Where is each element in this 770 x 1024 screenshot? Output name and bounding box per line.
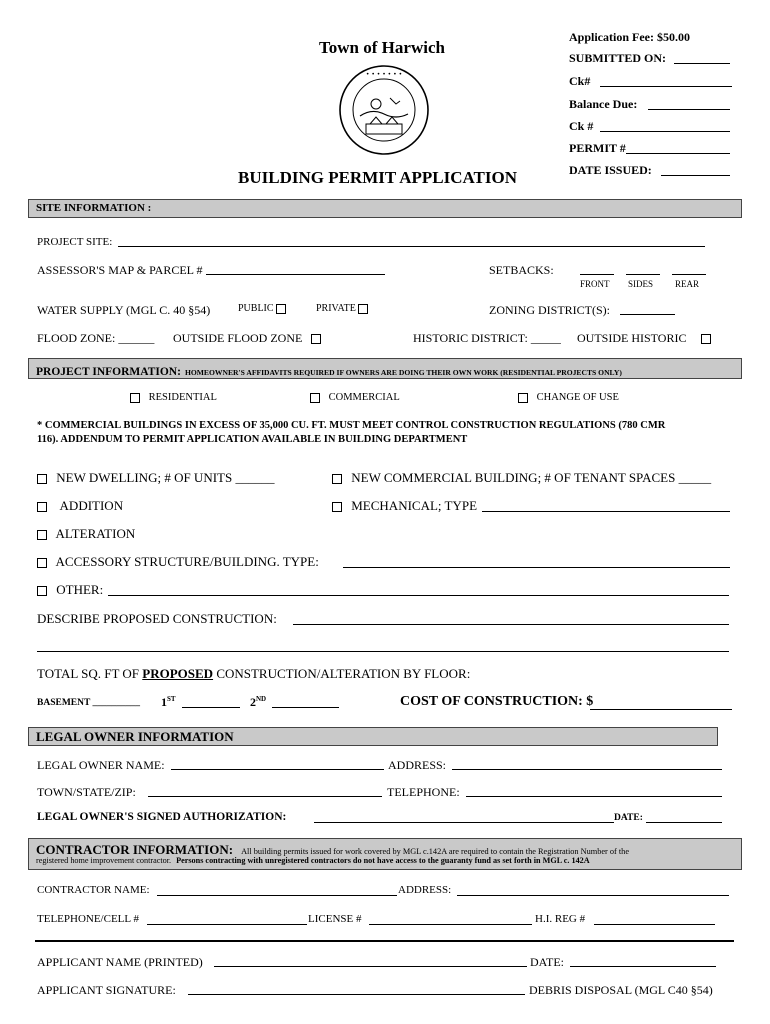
change-use-checkbox[interactable] [518,393,528,403]
second-floor-label [250,695,266,710]
accessory-option[interactable] [37,554,319,570]
addition-option[interactable] [37,498,123,514]
owner-signed-label: LEGAL OWNER'S SIGNED AUTHORIZATION: [37,811,287,823]
owner-town-label: TOWN/STATE/ZIP: [37,785,136,799]
contractor-note2a: registered home improvement contractor. [36,856,172,865]
owner-band [28,727,718,746]
permit-field[interactable] [626,153,730,154]
contractor-license-label: LICENSE # [308,913,362,925]
project-site-field[interactable] [118,246,705,247]
total-sqft-pre: TOTAL SQ. FT OF [37,666,143,681]
first-floor-field[interactable] [182,707,240,708]
balance-due-label: Balance Due: [569,97,638,111]
ck2-field[interactable] [600,131,730,132]
first-floor-label [161,695,176,710]
change-use-label: CHANGE OF USE [536,392,619,403]
commercial-note-line2: 116). ADDENDUM TO PERMIT APPLICATION AVAILABLE IN BUILDING DEPARTMENT [37,434,468,445]
project-info-band [28,358,742,379]
setback-front-field[interactable] [580,274,614,275]
project-info-note: HOMEOWNER'S AFFIDAVITS REQUIRED IF OWNERS ARE DOING THEIR OWN WORK (RESIDENTIAL PROJECTS ONLY) [184,368,622,377]
other-checkbox[interactable] [37,586,47,596]
submitted-on-field[interactable] [674,63,730,64]
residential-checkbox[interactable] [130,393,140,403]
owner-telephone-label: TELEPHONE: [387,785,460,799]
contractor-note1: All building permits issued for work covered by MGL c.142A are required to contain the Registration Number of the [241,847,630,856]
form-title: BUILDING PERMIT APPLICATION [238,168,517,187]
project-site-label: PROJECT SITE: [37,236,113,248]
outside-historic-option[interactable] [577,331,711,346]
new-dwelling-option[interactable] [37,470,274,486]
site-info-header: SITE INFORMATION : [36,202,152,214]
historic-district-label: HISTORIC DISTRICT: _____ [413,331,561,345]
first-floor-sup: ST [167,695,176,703]
accessory-label: ACCESSORY STRUCTURE/BUILDING. TYPE: [55,554,319,569]
mechanical-label: MECHANICAL; TYPE [351,498,478,513]
outside-flood-checkbox[interactable] [311,334,321,344]
water-public-checkbox[interactable] [276,304,286,314]
owner-name-field[interactable] [171,769,384,770]
new-commercial-option[interactable] [332,470,711,486]
describe-label: DESCRIBE PROPOSED CONSTRUCTION: [37,611,277,626]
describe-field[interactable] [293,624,729,625]
other-label: OTHER: [56,582,104,597]
contractor-telephone-field[interactable] [147,924,307,925]
balance-due-field[interactable] [648,109,730,110]
zoning-field[interactable] [620,314,675,315]
assessor-label: ASSESSOR'S MAP & PARCEL # [37,263,203,277]
debris-disposal-label: DEBRIS DISPOSAL (MGL C40 §54) [529,983,713,997]
outside-historic-checkbox[interactable] [701,334,711,344]
date-issued-label: DATE ISSUED: [569,163,652,177]
contractor-hireg-label: H.I. REG # [535,913,586,925]
accessory-checkbox[interactable] [37,558,47,568]
permit-label: PERMIT # [569,141,626,155]
applicant-signature-label: APPLICANT SIGNATURE: [37,983,176,997]
contractor-address-field[interactable] [457,895,729,896]
basement-label: BASEMENT __________ [37,698,141,708]
ck2-label: Ck # [569,119,594,133]
alteration-option[interactable] [37,526,135,542]
second-floor-num: 2 [250,695,256,709]
total-sqft-proposed: PROPOSED [142,666,214,681]
section-divider [35,940,734,942]
applicant-name-label: APPLICANT NAME (PRINTED) [37,955,203,969]
setback-rear-field[interactable] [672,274,706,275]
commercial-label: COMMERCIAL [328,392,400,403]
zoning-label: ZONING DISTRICT(S): [489,303,610,317]
commercial-note-line1: * COMMERCIAL BUILDINGS IN EXCESS OF 35,000 CU. FT. MUST MEET CONTROL CONSTRUCTION REGULATIONS (780 CMR [37,420,666,431]
water-private-checkbox[interactable] [358,304,368,314]
site-info-band [28,199,742,218]
contractor-band [28,838,742,870]
first-floor-num: 1 [161,695,167,709]
setback-front-label: FRONT [580,279,610,289]
contractor-name-field[interactable] [157,895,397,896]
new-commercial-checkbox[interactable] [332,474,342,484]
svg-text:• • • • • • •: • • • • • • • [365,71,403,78]
water-private-label: PRIVATE [316,303,356,314]
project-info-title: PROJECT INFORMATION: [36,366,181,378]
flood-zone-label: FLOOD ZONE: ______ [37,331,155,345]
outside-flood-label: OUTSIDE FLOOD ZONE [173,331,303,345]
cost-field[interactable] [590,709,732,710]
water-public-option[interactable] [238,303,286,314]
second-floor-field[interactable] [272,707,339,708]
contractor-title: CONTRACTOR INFORMATION: [36,842,234,857]
change-use-option[interactable] [518,392,619,403]
owner-date-field[interactable] [646,822,722,823]
other-field[interactable] [108,595,729,596]
new-dwelling-checkbox[interactable] [37,474,47,484]
owner-header: LEGAL OWNER INFORMATION [36,729,234,744]
setbacks-label: SETBACKS: [489,263,554,277]
residential-option[interactable] [130,392,217,403]
town-seal [338,64,430,156]
ck-field[interactable] [600,86,732,87]
owner-town-field[interactable] [148,796,382,797]
town-name: Town of Harwich [319,38,445,57]
contractor-telephone-label: TELEPHONE/CELL # [37,913,139,925]
owner-address-label: ADDRESS: [388,758,447,772]
commercial-checkbox[interactable] [310,393,320,403]
addition-checkbox[interactable] [37,502,47,512]
setback-rear-label: REAR [675,279,700,289]
new-commercial-label: NEW COMMERCIAL BUILDING; # OF TENANT SPACES _____ [351,470,712,485]
cost-label: COST OF CONSTRUCTION: $ [400,694,594,709]
applicant-date-field[interactable] [570,966,716,967]
second-floor-sup: ND [256,695,267,703]
contractor-note-line2 [36,856,590,865]
mechanical-type-field[interactable] [482,511,730,512]
contractor-license-field[interactable] [369,924,532,925]
owner-telephone-field[interactable] [466,796,722,797]
date-issued-field[interactable] [661,175,730,176]
water-private-option[interactable] [316,303,368,314]
contractor-name-label: CONTRACTOR NAME: [37,884,150,896]
owner-signature-field[interactable] [314,822,614,823]
water-public-label: PUBLIC [238,303,274,314]
setback-sides-label: SIDES [628,279,654,289]
project-info-header [36,362,622,380]
accessory-type-field[interactable] [343,567,730,568]
total-sqft-label [37,666,470,682]
total-sqft-post: CONSTRUCTION/ALTERATION BY FLOOR: [213,666,471,681]
applicant-signature-field[interactable] [188,994,525,995]
contractor-note2b: Persons contracting with unregistered contractors do not have access to the guaranty fund as set forth in MGL c. 142A [176,856,590,865]
addition-label: ADDITION [59,498,124,513]
owner-date-label: DATE: [614,813,643,823]
contractor-address-label: ADDRESS: [398,884,452,896]
outside-flood-option[interactable] [173,331,321,346]
submitted-on-label: SUBMITTED ON: [569,51,667,65]
contractor-hireg-field[interactable] [594,924,715,925]
other-option[interactable] [37,582,103,598]
ck-label: Ck# [569,74,591,88]
alteration-label: ALTERATION [55,526,136,541]
residential-label: RESIDENTIAL [148,392,217,403]
assessor-field[interactable] [206,274,385,275]
application-fee: Application Fee: $50.00 [569,30,690,44]
mechanical-checkbox[interactable] [332,502,342,512]
outside-historic-label: OUTSIDE HISTORIC [577,331,687,345]
commercial-option[interactable] [310,392,400,403]
describe-field-line2[interactable] [37,651,729,652]
owner-name-label: LEGAL OWNER NAME: [37,758,165,772]
applicant-name-field[interactable] [214,966,527,967]
mechanical-option[interactable] [332,498,477,514]
water-supply-label: WATER SUPPLY (MGL C. 40 §54) [37,303,211,317]
alteration-checkbox[interactable] [37,530,47,540]
new-dwelling-label: NEW DWELLING; # OF UNITS ______ [56,470,275,485]
applicant-date-label: DATE: [530,955,564,969]
setback-sides-field[interactable] [626,274,660,275]
owner-address-field[interactable] [452,769,722,770]
